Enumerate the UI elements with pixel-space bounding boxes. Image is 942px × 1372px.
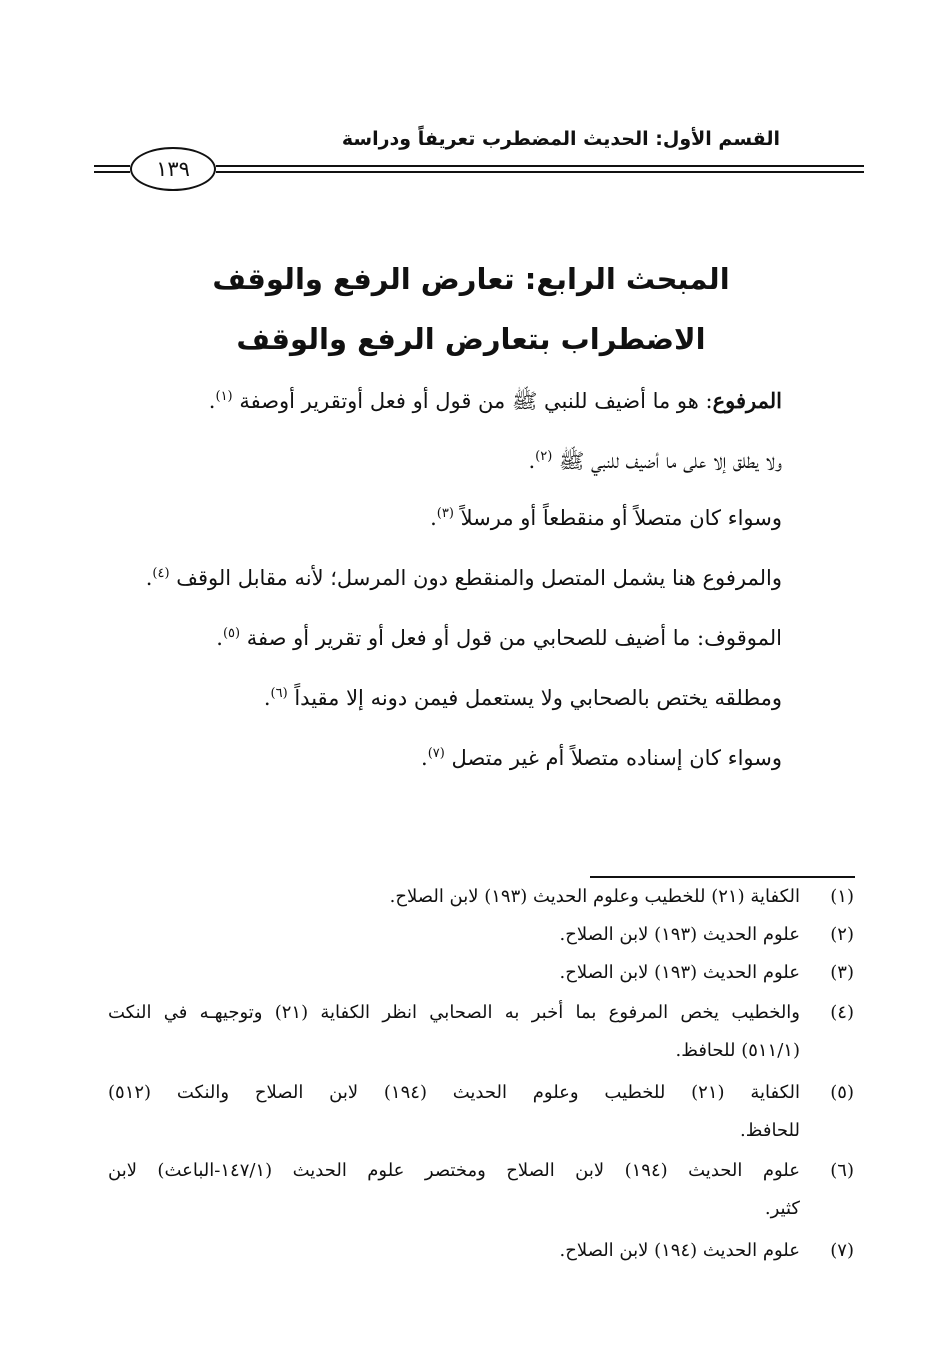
footnote-marker: (٥) [222, 626, 241, 641]
footnote-text: علوم الحديث (١٩٣) لابن الصلاح. [559, 962, 800, 983]
period: . [263, 686, 271, 710]
header-rule-right-bottom [216, 171, 864, 173]
period: . [145, 566, 153, 590]
body-line [146, 566, 782, 590]
running-title: القسم الأول: الحديث المضطرب تعريفاً ودراسة [341, 128, 780, 150]
body-text: ولا يطلق إلا على ما أضيف للنبي ﷺ [558, 449, 782, 473]
period: . [208, 389, 216, 413]
page-number: ١٣٩ [130, 147, 216, 191]
body-text: وسواء كان إسناده متصلاً أم غير متصل [451, 746, 782, 770]
body-text: والمرفوع هنا يشمل المتصل والمنقطع دون المرسل؛ لأنه مقابل الوقف [176, 566, 782, 590]
body-line [216, 626, 782, 650]
body-line [528, 448, 782, 479]
footnote-text: علوم الحديث (١٩٣) لابن الصلاح. [559, 924, 800, 945]
footnote-number: (١) [830, 886, 854, 907]
footnote-text: والخطيب يخص المرفوع بما أخبر به الصحابي انظر الكفاية (٢١) وتوجيهـه في النكت [108, 1002, 800, 1023]
period: . [421, 746, 428, 770]
body-text: الموقوف: ما أضيف للصحابي من قول أو فعل أو تقرير أو صفة [246, 626, 782, 650]
body-text: ومطلقه يختص بالصحابي ولا يستعمل فيمن دونه إلا مقيداً [294, 686, 782, 710]
body-line [430, 506, 782, 530]
period: . [430, 506, 437, 530]
footnote-number: (٣) [830, 962, 854, 983]
footnote-marker: (٧) [427, 746, 445, 761]
footnote-marker: (٣) [436, 506, 454, 521]
header-rule-right-top [216, 165, 864, 167]
footnote-marker: (١) [215, 389, 233, 404]
footnote-number: (٦) [830, 1160, 854, 1181]
footnote-text: الكفاية (٢١) للخطيب وعلوم الحديث (١٩٣) لابن الصلاح. [389, 886, 800, 907]
footnote-number: (٢) [830, 924, 854, 945]
header-rule-left-bottom [94, 171, 130, 173]
footnote-text: علوم الحديث (١٩٤) لابن الصلاح. [559, 1240, 800, 1261]
term-marfu: المرفوع [712, 388, 782, 413]
footnote-number: (٤) [830, 1002, 854, 1023]
period: . [528, 449, 536, 473]
footnote-text: الكفاية (٢١) للخطيب وعلوم الحديث (١٩٤) لابن الصلاح والنكت (٥١٢) [108, 1082, 800, 1103]
body-text: : هو ما أضيف للنبي ﷺ من قول أو فعل أوتقرير أوصفة [239, 389, 713, 413]
footnote-number: (٧) [830, 1240, 854, 1261]
footnote-marker: (٤) [152, 566, 170, 581]
body-line [421, 746, 782, 770]
period: . [216, 626, 223, 650]
section-subheading: الاضطراب بتعارض الرفع والوقف [236, 322, 706, 356]
footnote-text-continued: (٥١١/١) للحافظ. [675, 1040, 800, 1061]
footnote-text: علوم الحديث (١٩٤) لابن الصلاح ومختصر علوم الحديث (١٤٧/١-الباعث) لابن [108, 1160, 800, 1181]
footnote-text-continued: للحافظ. [740, 1120, 800, 1141]
footnote-number: (٥) [830, 1082, 854, 1103]
header-rule-left-top [94, 165, 130, 167]
footnote-marker: (٦) [270, 686, 288, 701]
section-heading: المبحث الرابع: تعارض الرفع والوقف [212, 262, 730, 296]
footnote-text-continued: كثير. [764, 1198, 800, 1219]
footnote-marker: (٢) [535, 449, 553, 464]
body-text: وسواء كان متصلاً أو منقطعاً أو مرسلاً [460, 506, 782, 530]
body-line [264, 686, 782, 710]
footnote-separator [590, 876, 855, 878]
body-line [209, 388, 782, 419]
